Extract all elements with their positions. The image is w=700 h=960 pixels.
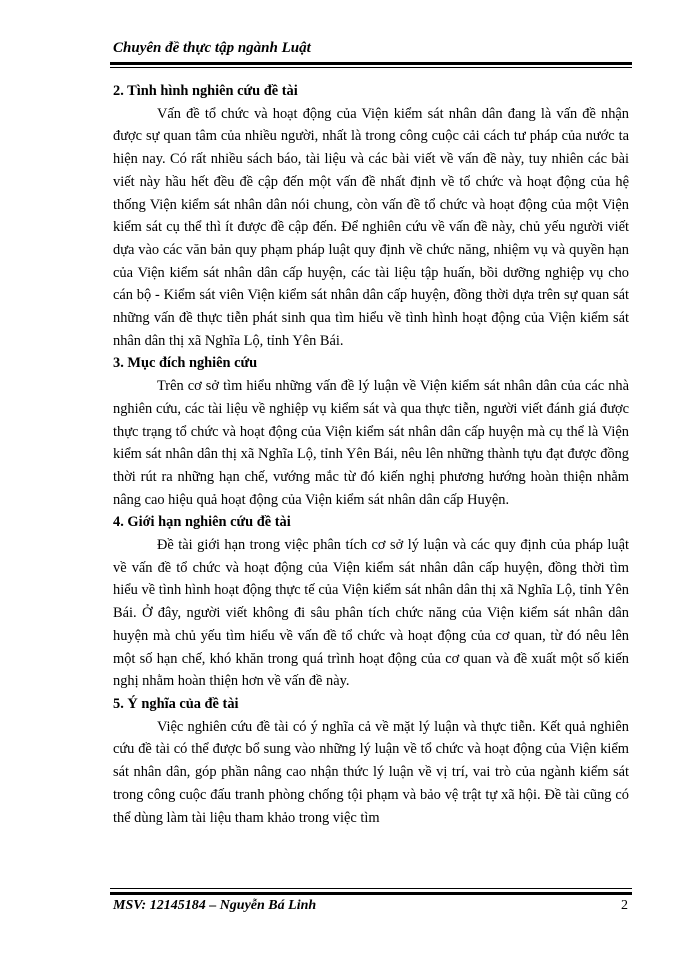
section-paragraph: Việc nghiên cứu đề tài có ý nghĩa cả về mặt lý luận và thực tiễn. Kết quả nghiên cứu đề tài có thể được bổ sung vào những lý luận về tổ chức và hoạt động của Viện kiểm sát nhân dân, góp phần nâng cao nhận thức lý luận về vị trí, vai trò của ngành kiểm sát trong công cuộc đấu tranh phòng chống tội phạm và bảo vệ trật tự xã hội. Đề tài cũng có thể dùng làm tài liệu tham khảo trong việc tìm — [113, 718, 629, 826]
section-significance — [113, 693, 629, 829]
section-research-purpose — [113, 352, 629, 511]
section-paragraph: Đề tài giới hạn trong việc phân tích cơ sở lý luận và các quy định của pháp luật về vấn đề tổ chức và hoạt động của Viện kiểm sát nhân dân cấp huyện, đồng thời tìm hiểu về tình hình hoạt động thực tế của Viện kiểm sát nhân dân thị xã Nghĩa Lộ, tỉnh Yên Bái. Ở đây, người viết không đi sâu phân tích chức năng của Viện kiểm sát nhân dân huyện mà chủ yếu tìm hiểu về vấn đề tổ chức và hoạt động của cơ quan, từ đó nêu lên một số hạn chế, khó khăn trong quá trình hoạt động của cơ quan và đề xuất một số kiến nghị nhằm hoàn thiện hơn về vấn đề này. — [113, 537, 629, 690]
section-research-scope — [113, 511, 629, 693]
footer-author: MSV: 12145184 – Nguyễn Bá Linh — [113, 898, 317, 913]
footer-rule-thick — [110, 892, 632, 895]
section-research-status — [113, 80, 629, 352]
section-paragraph: Vấn đề tổ chức và hoạt động của Viện kiểm sát nhân dân đang là vấn đề nhận được sự quan tâm của nhiều người, nhất là trong công cuộc cải cách tư pháp của nước ta hiện nay. Có rất nhiều sách báo, tài liệu và các bài viết về vấn đề này, tuy nhiên các bài viết này hầu hết đều đề cập đến một vấn đề nhất định về tổ chức và hoạt động của hệ thống Viện kiểm sát nhân dân nói chung, còn vấn đề tổ chức và hoạt động của một Viện kiểm sát cụ thể thì ít được đề cập đến. Để nghiên cứu về vấn đề này, chủ yếu người viết dựa vào các văn bản quy phạm pháp luật quy định về chức năng, nhiệm vụ và quyền hạn của Viện kiểm sát nhân dân cấp huyện, các tài liệu tập huấn, bồi dưỡng nghiệp vụ cho cán bộ - Kiểm sát viên Viện kiểm sát nhân dân cấp huyện, đồng thời dựa trên sự quan sát những vấn đề thực tiễn phát sinh qua tìm hiểu về tình hình hoạt động của Viện kiểm sát nhân dân thị xã Nghĩa Lộ, tỉnh Yên Bái. — [113, 105, 629, 349]
section-heading: 3. Mục đích nghiên cứu — [113, 355, 258, 372]
page-header-title: Chuyên đề thực tập ngành Luật — [113, 40, 311, 56]
header-rule-thick — [110, 62, 632, 65]
section-heading: 5. Ý nghĩa của đề tài — [113, 695, 239, 712]
document-body — [113, 80, 629, 829]
section-heading: 2. Tình hình nghiên cứu đề tài — [113, 83, 298, 99]
footer-rule-thin — [110, 888, 632, 889]
section-paragraph: Trên cơ sở tìm hiểu những vấn đề lý luận về Viện kiểm sát nhân dân của các nhà nghiên cứu, các tài liệu về nghiệp vụ kiểm sát và qua thực tiễn, người viết đánh giá được thực trạng tổ chức và hoạt động của Viện kiểm sát nhân dân cấp huyện mà cụ thể là Viện kiểm sát nhân dân thị xã Nghĩa Lộ, tỉnh Yên Bái, nêu lên những thành tựu đạt được đồng thời rút ra những hạn chế, vướng mắc từ đó kiến nghị phương hướng hoàn thiện nhằm nâng cao hiệu quả hoạt động của Viện kiểm sát nhân dân cấp Huyện. — [113, 378, 629, 508]
page-number: 2 — [621, 898, 628, 913]
header-rule-thin — [110, 67, 632, 68]
section-heading: 4. Giới hạn nghiên cứu đề tài — [113, 514, 291, 531]
